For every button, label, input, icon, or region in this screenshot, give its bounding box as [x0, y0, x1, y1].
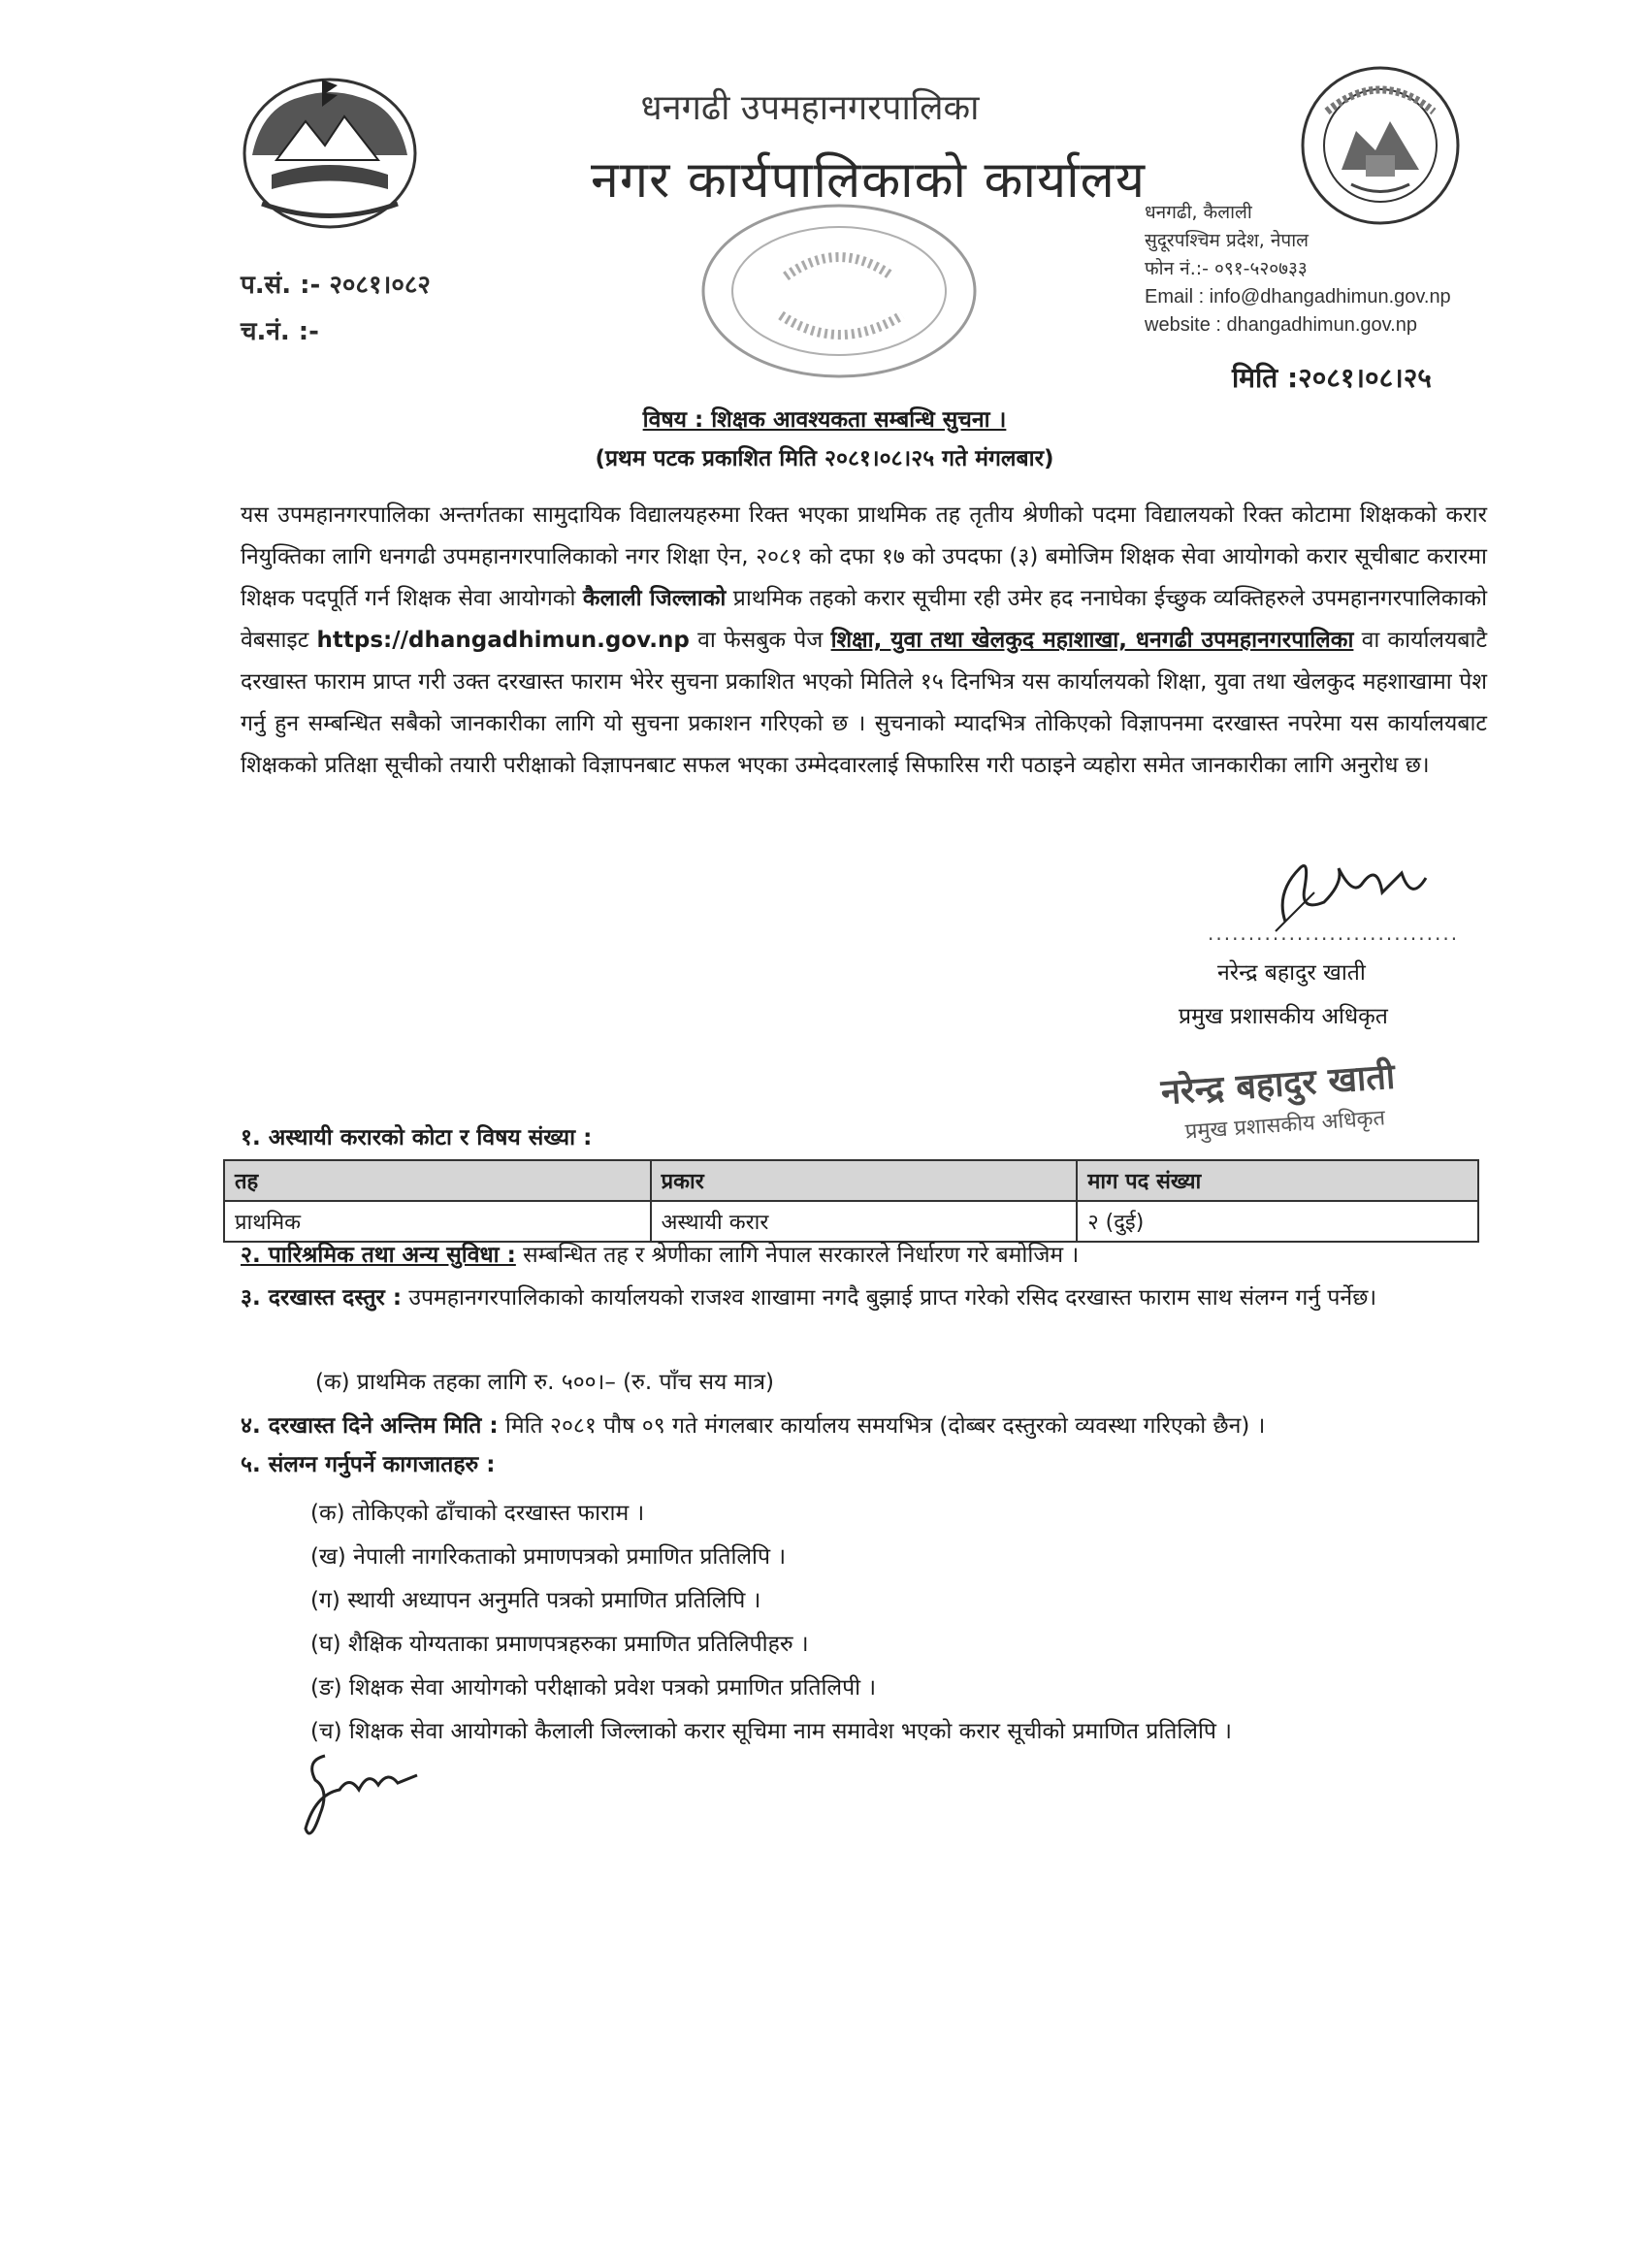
list-item: (क) तोकिएको ढाँचाको दरखास्त फाराम । [310, 1501, 645, 1526]
body-text: प्राथमिक तहको करार सूचीमा रही उमेर हद ननाघेका ईच्छुक व्यक्तिहरुले उपमहानगरपालिकाको वेबसाइट [241, 586, 1488, 653]
section-4-text: मिति २०८१ पौष ०९ गते मंगलबार कार्यालय समयभित्र (दोब्बर दस्तुरको व्यवस्था गरिएको छैन) । [498, 1413, 1266, 1439]
body-highlight-district: कैलाली जिल्लाको [582, 586, 727, 611]
reference-block [241, 262, 431, 355]
office-round-stamp [694, 199, 985, 383]
reference-number: प.सं. :- २०८१।०८२ [241, 271, 431, 300]
facebook-page-link[interactable]: शिक्षा, युवा तथा खेलकुद महाशाखा, धनगढी उपमहानगरपालिका [830, 628, 1354, 653]
office-name: नगर कार्यपालिकाको कार्यालय [590, 151, 1146, 210]
quota-table [223, 1159, 1479, 1243]
section-3 [241, 1279, 1492, 1317]
notice-body [241, 495, 1487, 787]
section-2-label: २. पारिश्रमिक तथा अन्य सुविधा : [241, 1243, 516, 1268]
list-item: (ङ) शिक्षक सेवा आयोगको परीक्षाको प्रवेश पत्रको प्रमाणित प्रतिलिपी । [310, 1675, 877, 1701]
section-3-label: ३. दरखास्त दस्तुर : [241, 1285, 403, 1311]
column-header: तह [224, 1160, 651, 1201]
organization-name: धनगढी उपमहानगरपालिका [640, 88, 980, 128]
section-3-text: उपमहानगरपालिकाको कार्यालयको राजश्व शाखामा नगदै बुझाई प्राप्त गरेको रसिद दरखास्त फाराम साथ संलग्न गर्नु पर्नेछ। [402, 1285, 1377, 1311]
section-2 [241, 1236, 1502, 1275]
list-item: (च) शिक्षक सेवा आयोगको कैलाली जिल्लाको करार सूचिमा नाम समावेश भएको करार सूचीको प्रमाणित प्रतिलिपि । [310, 1719, 1232, 1744]
phone-line: फोन नं.:- ०९१-५२०७३३ [1145, 258, 1308, 279]
list-item: (ख) नेपाली नागरिकताको प्रमाणपत्रको प्रमाणित प्रतिलिपि । [310, 1544, 787, 1570]
name-stamp [1142, 1037, 1469, 1166]
list-item: (ग) स्थायी अध्यापन अनुमति पत्रको प्रमाणित प्रतिलिपि । [310, 1588, 761, 1613]
stamp-title: प्रमुख प्रशासकीय अधिकृत [1184, 1106, 1386, 1145]
body-text: यस उपमहानगरपालिका अन्तर्गतका सामुदायिक विद्यालयहरुमा रिक्त भएका प्राथमिक तह तृतीय श्रेणीको पदमा विद्यालयको रिक्त कोटामा शिक्षकको करार नियुक्तिका लागि धनगढी उपमहानगरपालिकाको नगर शिक्षा ऐन, २०८१ को दफा १७ को उपदफा (३) बमोजिम शिक्षक सेवा आयोगको करार सूचीबाट करारमा शिक्षक पदपूर्ति गर्न शिक्षक सेवा आयोगको [241, 502, 1487, 611]
table-cell: प्राथमिक [224, 1201, 651, 1242]
website-line: website : dhangadhimun.gov.np [1145, 314, 1417, 336]
table-cell: २ (दुई) [1077, 1201, 1478, 1242]
subject-line [0, 403, 1649, 434]
initials-signature [291, 1736, 446, 1863]
section-5-heading: ५. संलग्न गर्नुपर्ने कागजातहरु : [241, 1452, 496, 1477]
section-4 [241, 1407, 1502, 1445]
signature-line: ............................... [1208, 922, 1460, 945]
signatory-name: नरेन्द्र बहादुर खाती [1217, 960, 1366, 986]
body-text: वा फेसबुक पेज [697, 628, 824, 653]
dispatch-number: च.नं. :- [241, 317, 319, 346]
nepal-emblem-icon [233, 68, 427, 233]
section-4-label: ४. दरखास्त दिने अन्तिम मिति : [241, 1413, 499, 1439]
stamp-name: नरेन्द्र बहादुर खाती [1159, 1056, 1397, 1114]
table-header-row [224, 1160, 1478, 1201]
list-item: (घ) शैक्षिक योग्यताका प्रमाणपत्रहरुका प्रमाणित प्रतिलिपीहरु । [310, 1632, 809, 1657]
address-line: धनगढी, कैलाली [1145, 202, 1252, 223]
column-header: माग पद संख्या [1077, 1160, 1478, 1201]
website-link[interactable]: https://dhangadhimun.gov.np [316, 628, 690, 653]
required-documents-list [310, 1492, 1232, 1754]
notice-date: मिति :२०८१।०८।२५ [1232, 362, 1432, 394]
body-text: वा कार्यालयबाटै दरखास्त फाराम प्राप्त गरी उक्त दरखास्त फाराम भेरेर सुचना प्रकाशित भएको मितिले १५ दिनभित्र यस कार्यालयको शिक्षा, युवा तथा खेलकुद महशाखामा पेश गर्नु हुन सम्बन्धित सबैको जानकारीका लागि यो सुचना प्रकाशन गरिएको छ । सुचनाको म्यादभित्र तोकिएको विज्ञापनमा दरखास्त नपरेमा यस कार्यालयबाट शिक्षकको प्रतिक्षा सूचीको तयारी परीक्षाको विज्ञापनबाट सफल भएका उम्मेदवारलाई सिफारिस गरी पठाइने व्यहोरा समेत जानकारीका लागि अनुरोध छ। [241, 628, 1488, 778]
section-2-text: सम्बन्धित तह र श्रेणीका लागि नेपाल सरकारले निर्धारण गरे बमोजिम । [515, 1243, 1080, 1268]
address-line: सुदूरपश्चिम प्रदेश, नेपाल [1145, 230, 1309, 251]
section-1-heading: १. अस्थायी करारको कोटा र विषय संख्या : [241, 1125, 593, 1150]
signatory-title: प्रमुख प्रशासकीय अधिकृत [1179, 1004, 1388, 1029]
column-header: प्रकार [651, 1160, 1078, 1201]
email-line: Email : info@dhangadhimun.gov.np [1145, 286, 1451, 308]
table-cell: अस्थायी करार [651, 1201, 1078, 1242]
address-block [1145, 199, 1451, 340]
application-fee: (क) प्राथमिक तहका लागि रु. ५००।– (रु. पाँच सय मात्र) [315, 1370, 775, 1395]
subject-text: विषय : शिक्षक आवश्यकता सम्बन्धि सुचना । [642, 407, 1007, 433]
subject-subline: (प्रथम पटक प्रकाशित मिति २०८१।०८।२५ गते मंगलबार) [595, 446, 1054, 471]
